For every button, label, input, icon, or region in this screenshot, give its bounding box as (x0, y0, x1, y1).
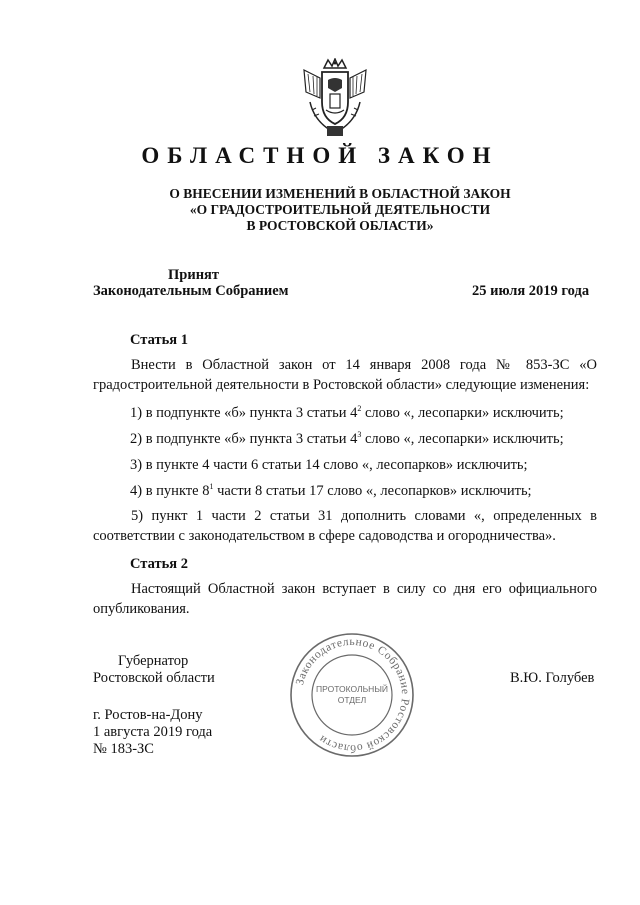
law-title: ОБЛАСТНОЙ ЗАКОН (141, 143, 499, 168)
stamp-ring-text: Законодательное Собрание Ростовской области (294, 635, 412, 755)
subtitle-line: «О ГРАДОСТРОИТЕЛЬНОЙ ДЕЯТЕЛЬНОСТИ (189, 202, 491, 217)
amendment-item: 4) в пункте $8^1$ части 8 статьи 17 слово «, лесопарков» исключить; (130, 482, 532, 499)
coat-of-arms-icon (300, 58, 370, 140)
signing-place: г. Ростов-на-Дону (93, 707, 203, 723)
law-subtitle (0, 186, 640, 234)
amendment-item-5: 5) пункт 1 части 2 статьи 31 дополнить словами «, определенных в соответствии с законодательством в сфере садоводства и огородничества». (93, 508, 597, 544)
law-number: № 183-ЗС (93, 741, 154, 757)
adoption-date: 25 июля 2019 года (472, 283, 590, 299)
subtitle-line: В РОСТОВСКОЙ ОБЛАСТИ» (246, 218, 434, 233)
article-1-heading: Статья 1 (130, 332, 188, 348)
signatory-region: Ростовской области (93, 670, 215, 686)
adopted-label: Принят (168, 267, 220, 283)
amendment-item: 1) в подпункте «б» пункта 3 статьи $4^2$ слово «, лесопарки» исключить; (130, 404, 564, 421)
article-2-text: Настоящий Областной закон вступает в силу со дня его официального опубликования. (93, 581, 597, 617)
article-1-intro: Внести в Областной закон от 14 января 2008 года № 853-ЗС «О градостроительной деятельности в Ростовской области» следующие изменения: (93, 357, 597, 393)
amendment-item: 3) в пункте 4 части 6 статьи 14 слово «, лесопарков» исключить; (130, 457, 528, 473)
official-stamp (287, 630, 417, 760)
article-2-heading: Статья 2 (130, 556, 188, 572)
signatory-name: В.Ю. Голубев (510, 670, 595, 686)
adopted-by: Законодательным Собранием (93, 283, 289, 299)
signatory-position: Губернатор (118, 653, 189, 669)
stamp-center-line: ОТДЕЛ (337, 695, 367, 705)
stamp-center-line: ПРОТОКОЛЬНЫЙ (316, 684, 388, 694)
signing-date: 1 августа 2019 года (93, 724, 213, 740)
subtitle-line: О ВНЕСЕНИИ ИЗМЕНЕНИЙ В ОБЛАСТНОЙ ЗАКОН (169, 186, 511, 201)
amendment-item: 2) в подпункте «б» пункта 3 статьи $4^3$ слово «, лесопарки» исключить; (130, 430, 564, 447)
